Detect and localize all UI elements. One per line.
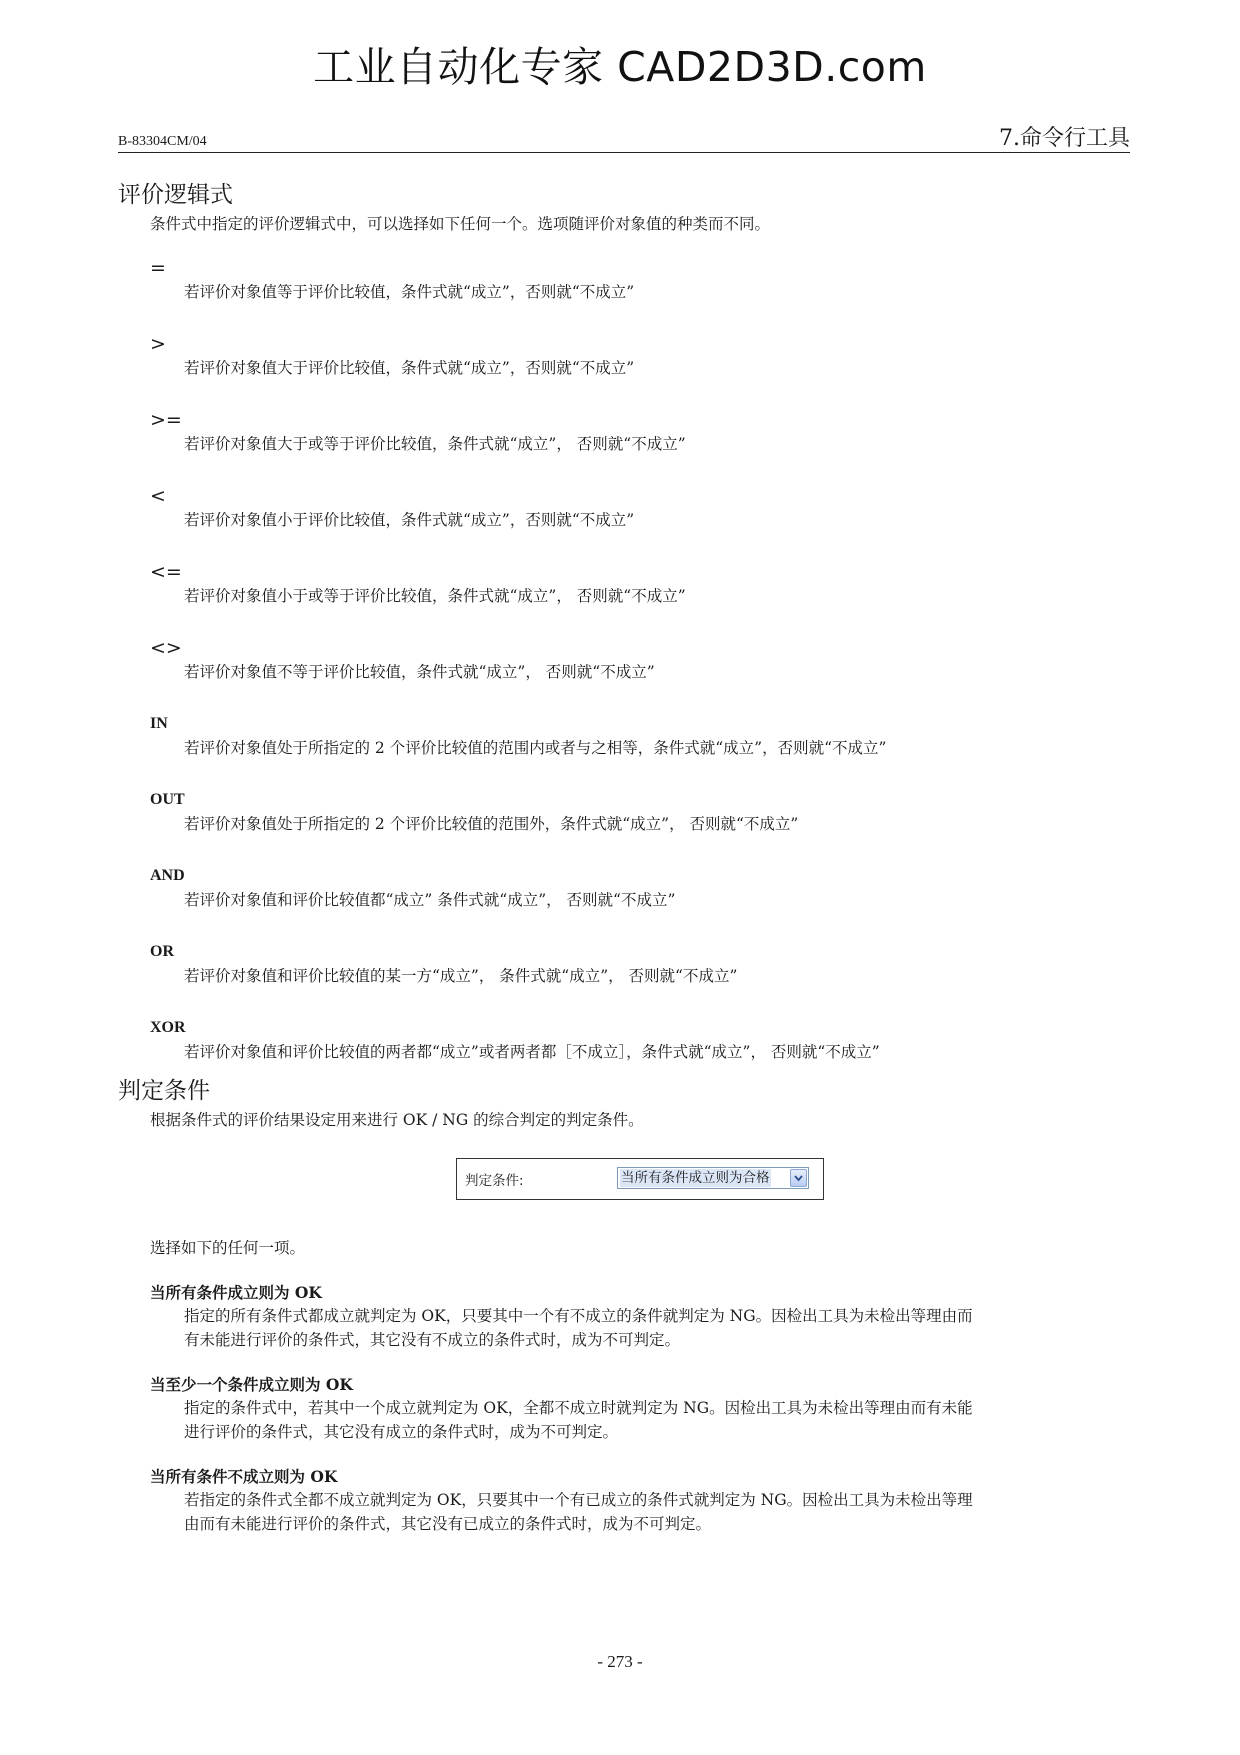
- operator-description: 若评价对象值和评价比较值的两者都“成立”或者两者都［不成立］，条件式就“成立”， 否则就“不成立”: [184, 1043, 880, 1061]
- operator-item: [150, 712, 1130, 760]
- judgement-option-desc-line: 有未能进行评价的条件式，其它没有不成立的条件式时，成为不可判定。: [184, 1331, 681, 1349]
- choose-prompt: 选择如下的任何一项。: [150, 1239, 306, 1257]
- operator-item: [150, 940, 1130, 988]
- dropdown-selected-value: 当所有条件成立则为合格: [621, 1170, 770, 1186]
- operator-keyword: IN: [150, 715, 168, 732]
- chapter-title: 7.命令行工具: [999, 126, 1130, 151]
- operator-description: 若评价对象值和评价比较值的某一方“成立”， 条件式就“成立”， 否则就“不成立”: [184, 967, 738, 985]
- judgement-option-title: 当所有条件不成立则为 OK: [150, 1467, 338, 1486]
- section-judgement: [118, 1076, 1130, 1536]
- operator-item: [150, 332, 1130, 380]
- operator-description: 若评价对象值小于评价比较值，条件式就“成立”，否则就“不成立”: [184, 511, 635, 529]
- operator-description: 若评价对象值和评价比较值都“成立” 条件式就“成立”， 否则就“不成立”: [184, 891, 676, 909]
- operator-keyword: XOR: [150, 1019, 186, 1036]
- operator-description: 若评价对象值等于评价比较值，条件式就“成立”，否则就“不成立”: [184, 283, 635, 301]
- operator-item: [150, 484, 1130, 532]
- document-code: B-83304CM/04: [118, 134, 207, 149]
- section-intro-judgement: 根据条件式的评价结果设定用来进行 OK / NG 的综合判定的判定条件。: [150, 1111, 644, 1129]
- operator-symbol: >: [150, 333, 166, 355]
- operator-item: [150, 864, 1130, 912]
- operator-keyword: OUT: [150, 791, 185, 808]
- operator-description: 若评价对象值处于所指定的 2 个评价比较值的范围内或者与之相等，条件式就“成立”，否则就“不成立”: [184, 739, 887, 757]
- operator-symbol: <: [150, 485, 166, 507]
- section-intro-logic: 条件式中指定的评价逻辑式中，可以选择如下任何一个。选项随评价对象值的种类而不同。: [150, 215, 771, 233]
- judgement-option-title: 当所有条件成立则为 OK: [150, 1283, 322, 1302]
- judgement-option-desc-line: 若指定的条件式全都不成立就判定为 OK，只要其中一个有已成立的条件式就判定为 NG。因检出工具为未检出等理: [184, 1491, 973, 1509]
- judgement-option-desc-line: 指定的条件式中，若其中一个成立就判定为 OK，全都不成立时就判定为 NG。因检出工具为未检出等理由而有未能: [184, 1399, 973, 1417]
- judgement-option-desc-line: 指定的所有条件式都成立就判定为 OK，只要其中一个有不成立的条件就判定为 NG。因检出工具为未检出等理由而: [184, 1307, 973, 1325]
- operator-symbol: <=: [150, 561, 182, 583]
- operator-item: [150, 788, 1130, 836]
- page-number: - 273 -: [597, 1652, 643, 1671]
- operator-description: 若评价对象值处于所指定的 2 个评价比较值的范围外，条件式就“成立”， 否则就“不成立”: [184, 815, 799, 833]
- operator-item: [150, 408, 1130, 456]
- judgement-condition-dropdown[interactable]: [617, 1167, 809, 1189]
- page-header: [118, 122, 1130, 153]
- operator-description: 若评价对象值大于评价比较值，条件式就“成立”，否则就“不成立”: [184, 359, 635, 377]
- judgement-condition-label: 判定条件:: [465, 1173, 524, 1189]
- chevron-down-icon[interactable]: [790, 1169, 807, 1187]
- judgement-condition-widget: [456, 1158, 824, 1200]
- operator-description: 若评价对象值不等于评价比较值，条件式就“成立”， 否则就“不成立”: [184, 663, 655, 681]
- page-content: [118, 180, 1130, 1536]
- operator-description: 若评价对象值大于或等于评价比较值，条件式就“成立”， 否则就“不成立”: [184, 435, 686, 453]
- judgement-option: [150, 1466, 1130, 1536]
- operator-item: [150, 1016, 1130, 1064]
- judgement-option-desc-line: 由而有未能进行评价的条件式，其它没有已成立的条件式时，成为不可判定。: [184, 1515, 712, 1533]
- judgement-option-title: 当至少一个条件成立则为 OK: [150, 1375, 353, 1394]
- judgement-option-desc-line: 进行评价的条件式，其它没有成立的条件式时，成为不可判定。: [184, 1423, 619, 1441]
- operator-symbol: <>: [150, 637, 182, 659]
- operator-description: 若评价对象值小于或等于评价比较值，条件式就“成立”， 否则就“不成立”: [184, 587, 686, 605]
- section-title-logic: 评价逻辑式: [118, 182, 233, 208]
- judgement-option: [150, 1282, 1130, 1352]
- operator-symbol: =: [150, 257, 166, 279]
- operator-item: [150, 636, 1130, 684]
- operator-keyword: AND: [150, 867, 185, 884]
- section-title-judgement: 判定条件: [118, 1078, 210, 1104]
- operator-item: [150, 256, 1130, 304]
- operator-item: [150, 560, 1130, 608]
- judgement-option: [150, 1374, 1130, 1444]
- operator-keyword: OR: [150, 943, 174, 960]
- watermark-title: 工业自动化专家 CAD2D3D.com: [313, 43, 927, 91]
- operator-symbol: >=: [150, 409, 182, 431]
